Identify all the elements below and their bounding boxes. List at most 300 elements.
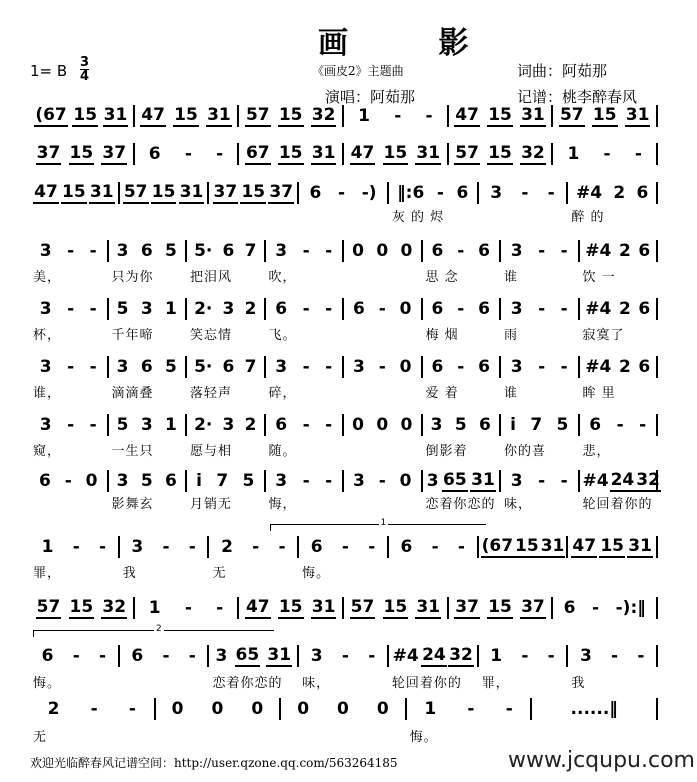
note: -: [67, 299, 75, 319]
note: 5·: [194, 241, 213, 261]
note: 1: [490, 646, 503, 666]
note: -: [616, 415, 624, 435]
note: 6: [431, 299, 444, 319]
singer: 演唱：阿茹那: [325, 88, 416, 106]
note: 15: [69, 143, 94, 163]
lyric: 一生只: [111, 444, 154, 459]
note: 1: [164, 415, 177, 435]
note: 0: [399, 471, 412, 491]
lyric: [344, 328, 423, 343]
note: -: [64, 471, 72, 491]
volta-2: 2: [33, 630, 274, 637]
lyric: 梅 烟: [425, 328, 459, 343]
note: -: [128, 699, 136, 719]
measure: [156, 698, 282, 720]
lyric: [389, 566, 479, 581]
note: 3: [222, 299, 235, 319]
note: 47: [455, 105, 479, 125]
note: #4: [392, 646, 419, 666]
note: 3: [426, 471, 439, 491]
measure: [568, 182, 658, 204]
note: 3: [310, 646, 323, 666]
note: 6: [164, 471, 177, 491]
note: 31: [207, 105, 231, 125]
measure: [239, 105, 344, 127]
note: 57: [123, 182, 148, 202]
measure: [266, 470, 345, 492]
note: -: [547, 646, 555, 666]
note: #4: [575, 183, 603, 203]
lyric: [156, 730, 282, 745]
note: -: [216, 144, 224, 164]
note: 6: [275, 415, 288, 435]
measure: [209, 536, 299, 558]
note: 15: [73, 105, 98, 125]
note: 7: [530, 415, 543, 435]
note: 32: [636, 470, 660, 490]
lyric: 悔。: [409, 730, 438, 745]
note: -: [72, 537, 80, 557]
measure: [568, 645, 658, 667]
note: 31: [103, 105, 128, 125]
note: 0: [251, 699, 264, 719]
note: 1: [148, 598, 161, 618]
measure: [30, 105, 135, 127]
note: 2: [618, 241, 631, 261]
measure: [209, 182, 299, 204]
lyric: [120, 210, 210, 225]
note: 7: [244, 241, 257, 261]
lyric: 你的喜: [504, 444, 547, 459]
lyric: 我: [571, 676, 586, 691]
note: 6: [638, 299, 651, 319]
lyric: [209, 210, 299, 225]
note: 3: [579, 646, 592, 666]
lyrics-row: [30, 270, 658, 285]
note: -: [325, 299, 333, 319]
lyric: 无: [33, 730, 48, 745]
lyric: 窥，: [33, 444, 62, 459]
note: 3: [39, 415, 52, 435]
note: 3: [131, 537, 144, 557]
note: 24: [610, 470, 635, 490]
lyric: 飞。: [268, 328, 297, 343]
note: 31: [416, 597, 441, 617]
footer-text: 欢迎光临醉春风记谱空间：http://user.qzone.qq.com/563264185: [30, 756, 398, 770]
measure: [187, 414, 266, 436]
lyrics-row: [30, 566, 658, 581]
note: -: [505, 699, 513, 719]
note: 0: [376, 415, 389, 435]
note: -: [302, 357, 310, 377]
measure: [344, 240, 423, 262]
note: 3: [140, 299, 153, 319]
note: 3: [510, 299, 523, 319]
measure: [30, 645, 120, 667]
note: #4: [585, 241, 612, 261]
note: -: [457, 357, 465, 377]
note: 37: [521, 597, 545, 617]
note: 6: [309, 183, 322, 203]
note: ......‖: [570, 699, 618, 719]
note: 6: [140, 357, 153, 377]
note: 47: [34, 182, 58, 202]
note: 65: [443, 470, 467, 490]
lyric: 雨: [504, 328, 519, 343]
measure: [120, 645, 210, 667]
note: -: [457, 241, 465, 261]
note: -: [368, 646, 376, 666]
notation-row: [30, 143, 658, 165]
measure: [344, 470, 423, 492]
lyrics-row: [30, 730, 658, 745]
measure: [344, 143, 449, 165]
note: 5: [556, 415, 569, 435]
note: 32: [521, 143, 545, 163]
measure: [30, 698, 156, 720]
lyric: 灰 的 烬: [391, 210, 445, 225]
measure: [501, 414, 580, 436]
lyric: [344, 386, 423, 401]
note: 2: [613, 183, 626, 203]
note: 1: [164, 299, 177, 319]
note: -: [72, 646, 80, 666]
note: -: [325, 357, 333, 377]
note: 3: [275, 357, 288, 377]
measure: [423, 356, 502, 378]
note: 15: [488, 597, 512, 617]
measure: [449, 597, 554, 619]
note: -): [361, 183, 377, 203]
note: 6: [478, 357, 491, 377]
note: 2: [221, 537, 233, 557]
note: -: [188, 537, 196, 557]
note: 15: [69, 597, 94, 617]
measure: [187, 298, 266, 320]
note: -: [560, 357, 568, 377]
measure: [580, 414, 659, 436]
note: 6: [478, 415, 491, 435]
note: -: [302, 299, 310, 319]
lyric: 思 念: [425, 270, 459, 285]
note: -: [394, 106, 402, 126]
notation-row: [30, 470, 658, 492]
note: 2·: [194, 299, 213, 319]
note: 5: [116, 299, 129, 319]
measure: [423, 470, 502, 492]
lyric: 寂寞了: [582, 328, 625, 343]
note: 31: [267, 645, 292, 665]
measure: [479, 645, 569, 667]
measure: [135, 597, 240, 619]
note: -: [99, 537, 107, 557]
lyric: 千年啼: [111, 328, 154, 343]
note: -: [302, 241, 310, 261]
measure: [568, 536, 658, 558]
note: 0: [337, 699, 349, 719]
lyricist: 词曲：阿茹那: [517, 62, 608, 80]
note: 3: [39, 299, 52, 319]
note: 15: [383, 143, 408, 163]
note: -: [162, 646, 170, 666]
measure: [30, 536, 120, 558]
measure: [30, 298, 109, 320]
note: 32: [449, 645, 473, 665]
note: 37: [269, 182, 294, 202]
measure: [501, 240, 580, 262]
note: 2: [244, 415, 257, 435]
note: -: [378, 299, 386, 319]
measure: [187, 240, 266, 262]
measure: [423, 240, 502, 262]
lyric: [344, 497, 423, 512]
note: 15: [174, 105, 198, 125]
note: -: [325, 241, 333, 261]
note: 67: [245, 143, 270, 163]
note: -: [337, 183, 346, 203]
note: 24: [422, 645, 446, 665]
lyric: 味，: [302, 676, 331, 691]
lyric: 恋着你恋的: [425, 497, 496, 512]
note: -: [302, 471, 310, 491]
measure: [239, 597, 344, 619]
note: 6: [478, 241, 491, 261]
note: -: [538, 241, 546, 261]
note: 15: [278, 105, 303, 125]
note: 3: [140, 415, 153, 435]
note: 6: [636, 183, 649, 203]
note: 0: [352, 241, 364, 261]
note: 47: [572, 536, 597, 556]
note: 0: [400, 241, 413, 261]
note: 1: [567, 144, 580, 164]
note: 15: [488, 143, 512, 163]
note: 0: [399, 357, 412, 377]
lyric: 罪，: [33, 566, 62, 581]
note: 2: [618, 299, 631, 319]
lyric: 恋着你恋的: [212, 676, 283, 691]
note: 0: [352, 415, 364, 435]
note: 6: [431, 357, 444, 377]
note: 5: [242, 471, 255, 491]
note: -: [378, 471, 386, 491]
note: 0: [400, 415, 413, 435]
lyrics-row: [30, 386, 658, 401]
lyric: 悔。: [302, 566, 331, 581]
note: -: [184, 598, 192, 618]
note: 15: [278, 143, 303, 163]
note: -: [603, 144, 611, 164]
measure: [344, 414, 423, 436]
measure: [209, 645, 299, 667]
note: 15: [592, 105, 617, 125]
note: -: [592, 598, 600, 618]
note: 6: [563, 598, 576, 618]
note: -: [436, 183, 444, 203]
notation-row: [30, 536, 658, 558]
note: 65: [235, 645, 260, 665]
note: 32: [102, 597, 127, 617]
note: 3: [510, 471, 523, 491]
measure: [580, 240, 659, 262]
lyric: 随。: [268, 444, 297, 459]
note: -: [368, 537, 376, 557]
note: -: [67, 241, 75, 261]
lyric: 谁: [504, 386, 519, 401]
note: -: [538, 357, 546, 377]
measure: [479, 182, 569, 204]
lyric: 笑忘情: [190, 328, 233, 343]
note: 1: [424, 699, 437, 719]
note: -: [89, 241, 97, 261]
note: 5: [164, 241, 177, 261]
note: 3: [275, 241, 288, 261]
note: -: [639, 415, 647, 435]
measure: [532, 698, 658, 720]
note: -: [341, 646, 349, 666]
note: 7: [244, 357, 257, 377]
measure: [423, 414, 502, 436]
measure: [389, 645, 479, 667]
notation-row: [30, 105, 658, 127]
measure: [109, 240, 188, 262]
measure: [109, 470, 188, 492]
measure: [389, 182, 479, 204]
note: 31: [628, 536, 652, 556]
lyric: 悔，: [268, 497, 297, 512]
note: 6: [589, 415, 602, 435]
song-title: 画 影: [318, 26, 509, 61]
lyric: [30, 497, 109, 512]
note: -):‖: [615, 598, 646, 618]
measure: [580, 470, 659, 492]
measure: [120, 182, 210, 204]
lyric: 滴滴叠: [111, 386, 154, 401]
note: 7: [216, 471, 229, 491]
note: -: [188, 646, 196, 666]
lyrics-row: [30, 497, 658, 512]
note: 47: [141, 105, 165, 125]
measure: [344, 597, 449, 619]
note: -: [521, 183, 529, 203]
lyrics-row: [30, 328, 658, 343]
note: 5: [454, 415, 467, 435]
measure: [30, 240, 109, 262]
note: 3: [39, 357, 52, 377]
lyrics-row: [30, 444, 658, 459]
lyrics-row: [30, 210, 658, 225]
note: 6: [275, 299, 288, 319]
measure: [30, 182, 120, 204]
measure: [187, 470, 266, 492]
note: 31: [89, 182, 114, 202]
measure: [344, 298, 423, 320]
note: 1: [358, 106, 370, 126]
note: (67: [481, 536, 514, 556]
note: 6: [456, 183, 469, 203]
lyric: [30, 210, 120, 225]
note: -: [538, 471, 546, 491]
note: -: [216, 598, 224, 618]
note: 0: [171, 699, 184, 719]
measure: [281, 698, 407, 720]
lyric: 杯，: [33, 328, 62, 343]
note: 57: [559, 105, 584, 125]
note: 15: [241, 182, 266, 202]
note: -: [634, 144, 642, 164]
note: -: [467, 699, 475, 719]
note: 37: [102, 143, 127, 163]
measure: [109, 298, 188, 320]
note: -: [457, 537, 465, 557]
note: 15: [151, 182, 176, 202]
lyric: 饮 一: [582, 270, 616, 285]
measure: [266, 298, 345, 320]
measure: [266, 240, 345, 262]
measure: [30, 143, 135, 165]
measure: [120, 536, 210, 558]
notation-row: [30, 298, 658, 320]
lyric: 愿与相: [190, 444, 233, 459]
measure: [553, 143, 658, 165]
note: 57: [455, 143, 479, 163]
measure: [553, 105, 658, 127]
note: -: [425, 106, 433, 126]
note: 6: [222, 241, 235, 261]
note: 3: [490, 183, 503, 203]
note: 0: [399, 299, 412, 319]
note: 31: [416, 143, 441, 163]
note: 6: [148, 144, 161, 164]
measure: [299, 536, 389, 558]
lyric: 悔。: [33, 676, 62, 691]
measure: [30, 356, 109, 378]
note: 2: [618, 357, 631, 377]
note: 31: [540, 536, 565, 556]
note: 5: [164, 357, 177, 377]
note: 47: [245, 597, 270, 617]
note: 6: [140, 241, 153, 261]
lyric: 谁: [504, 270, 519, 285]
measure: [501, 356, 580, 378]
lyric: 味，: [504, 497, 533, 512]
note: 15: [383, 597, 408, 617]
note: 6: [222, 357, 235, 377]
note: -: [278, 537, 286, 557]
note: -: [560, 471, 568, 491]
time-signature: 3 4: [80, 55, 90, 84]
note: -: [378, 357, 386, 377]
note: #4: [585, 299, 612, 319]
note: -: [302, 415, 310, 435]
note: -: [325, 471, 333, 491]
measure: [299, 645, 389, 667]
notation-row: [30, 698, 658, 720]
note: 15: [278, 597, 303, 617]
note: 6: [431, 241, 444, 261]
measure: [266, 414, 345, 436]
lyric: [532, 730, 658, 745]
note: 6: [352, 299, 365, 319]
lyric: 落轻声: [190, 386, 233, 401]
note: 3: [39, 241, 52, 261]
note: 31: [179, 182, 204, 202]
note: 47: [350, 143, 375, 163]
lyric: [479, 210, 569, 225]
lyric: 醉 的: [571, 210, 605, 225]
lyric: [120, 676, 210, 691]
measure: [299, 182, 389, 204]
